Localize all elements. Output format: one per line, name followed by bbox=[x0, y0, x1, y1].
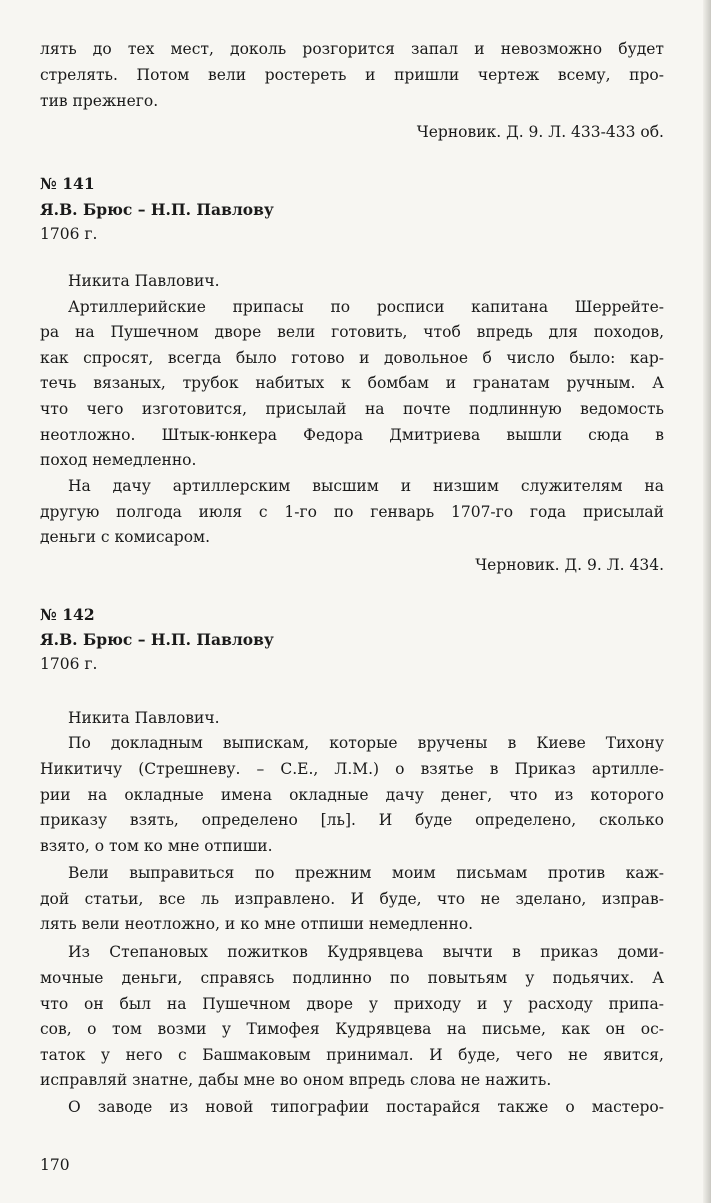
text-line: лять до тех мест, доколь розгорится запал и невозможно будет bbox=[40, 40, 664, 58]
text-line: рии на окладные имена окладные дачу денег, что из которого bbox=[40, 786, 664, 804]
text-line: На дачу артиллерским высшим и низшим служителям на bbox=[68, 477, 664, 495]
text-line: тив прежнего. bbox=[40, 92, 159, 110]
document-number: № 141 bbox=[40, 174, 95, 193]
text-line: течь вязаных, трубок набитых к бомбам и гранатам ручным. А bbox=[40, 374, 664, 392]
text-line: стрелять. Потом вели ростереть и пришли чертеж всему, про- bbox=[40, 66, 664, 84]
document-number: № 142 bbox=[40, 605, 95, 624]
text-line: Никитичу (Стрешневу. – С.Е., Л.М.) о взятье в Приказ артилле- bbox=[40, 760, 664, 778]
text-line: мочные деньги, справясь подлинно по повытьям у подьячих. А bbox=[40, 969, 664, 987]
text-line: Артиллерийские припасы по росписи капитана Шеррейте- bbox=[68, 298, 664, 316]
text-line: ра на Пушечном дворе вели готовить, чтоб впредь для походов, bbox=[40, 323, 664, 341]
greeting: Никита Павлович. bbox=[68, 709, 220, 727]
greeting: Никита Павлович. bbox=[68, 272, 220, 290]
text-line: что чего изготовится, присылай на почте подлинную ведомость bbox=[40, 400, 664, 418]
text-line: О заводе из новой типографии постарайся также о мастеро- bbox=[68, 1098, 664, 1116]
text-line: поход немедленно. bbox=[40, 451, 197, 469]
text-line: таток у него с Башмаковым принимал. И буде, чего не явится, bbox=[40, 1046, 664, 1064]
text-line: приказу взять, определено [ль]. И буде определено, сколько bbox=[40, 811, 664, 829]
text-line: как спросят, всегда было готово и довольное б число было: кар- bbox=[40, 349, 664, 367]
source-note: Черновик. Д. 9. Л. 433-433 об. bbox=[416, 123, 664, 141]
document-heading: Я.В. Брюс – Н.П. Павлову bbox=[40, 630, 274, 649]
source-note: Черновик. Д. 9. Л. 434. bbox=[475, 556, 664, 574]
text-line: лять вели неотложно, и ко мне отпиши немедленно. bbox=[40, 915, 474, 933]
document-year: 1706 г. bbox=[40, 225, 98, 243]
page-edge-shadow bbox=[703, 0, 711, 1203]
document-year: 1706 г. bbox=[40, 655, 98, 673]
text-line: сов, о том возми у Тимофея Кудрявцева на письме, как он ос- bbox=[40, 1020, 664, 1038]
text-line: По докладным выпискам, которые вручены в Киеве Тихону bbox=[68, 734, 664, 752]
text-line: исправляй знатне, дабы мне во оном впредь слова не нажить. bbox=[40, 1071, 552, 1089]
document-heading: Я.В. Брюс – Н.П. Павлову bbox=[40, 200, 274, 219]
text-line: взято, о том ко мне отпиши. bbox=[40, 837, 273, 855]
page-number: 170 bbox=[40, 1156, 70, 1174]
text-line: неотложно. Штык-юнкера Федора Дмитриева вышли сюда в bbox=[40, 426, 664, 444]
text-line: Вели выправиться по прежним моим письмам против каж- bbox=[68, 864, 664, 882]
text-line: дой статьи, все ль изправлено. И буде, что не зделано, изправ- bbox=[40, 890, 664, 908]
text-line: деньги с комисаром. bbox=[40, 528, 211, 546]
text-line: Из Степановых пожитков Кудрявцева вычти в приказ доми- bbox=[68, 943, 664, 961]
text-line: другую полгода июля с 1-го по генварь 1707-го года присылай bbox=[40, 503, 664, 521]
text-line: что он был на Пушечном дворе у приходу и у расходу припа- bbox=[40, 995, 664, 1013]
